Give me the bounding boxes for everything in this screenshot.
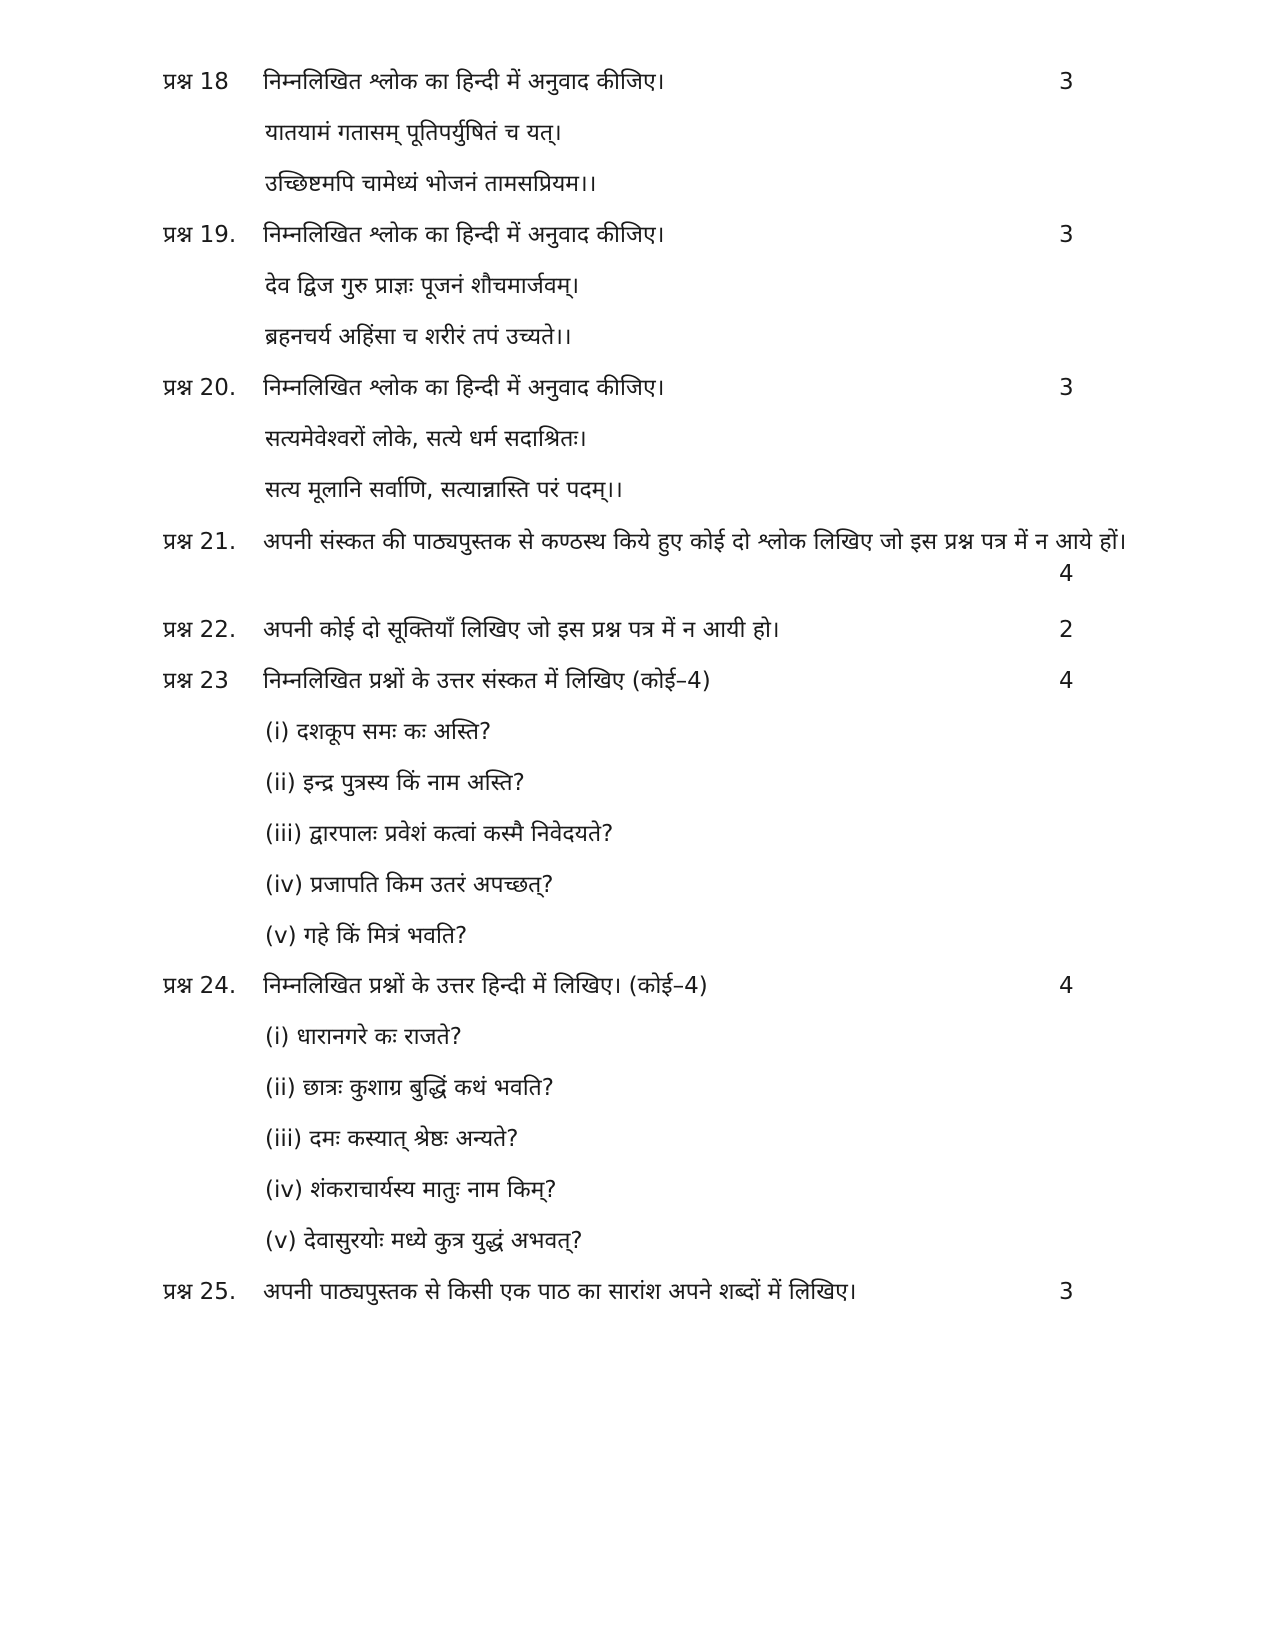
question-marks: 3 [1059, 69, 1074, 95]
sub-question: (v) गहे किं मित्रं भवति? [265, 923, 468, 949]
sub-question: (iii) दमः कस्यात् श्रेष्ठः अन्यते? [265, 1126, 519, 1152]
question-number: प्रश्न 24. [163, 973, 237, 999]
question-text: अपनी संस्कत की पाठ्यपुस्तक से कण्ठस्थ किये हुए कोई दो श्लोक लिखिए जो इस प्रश्न पत्र में न आये हों। [263, 529, 1127, 555]
question-marks: 2 [1059, 617, 1074, 643]
question-22 [163, 614, 1138, 646]
question-text: अपनी कोई दो सूक्तियाँ लिखिए जो इस प्रश्न पत्र में न आयी हो। [263, 617, 780, 643]
question-number: प्रश्न 21. [163, 529, 237, 555]
question-25 [163, 1276, 1138, 1308]
question-number: प्रश्न 22. [163, 617, 237, 643]
question-marks: 4 [1059, 973, 1074, 999]
question-23 [163, 665, 1138, 697]
question-number: प्रश्न 25. [163, 1279, 237, 1305]
question-marks: 3 [1059, 1279, 1074, 1305]
question-text: अपनी पाठ्यपुस्तक से किसी एक पाठ का सारांश अपने शब्दों में लिखिए। [263, 1279, 857, 1305]
question-text: निम्नलिखित श्लोक का हिन्दी में अनुवाद कीजिए। [263, 69, 665, 95]
shloka-line: उच्छिष्टमपि चामेध्यं भोजनं तामसप्रियम।। [265, 171, 597, 197]
question-20 [163, 372, 1138, 404]
sub-question: (v) देवासुरयोः मध्ये कुत्र युद्धं अभवत्? [265, 1228, 583, 1254]
shloka-line: सत्यमेवेश्वरों लोके, सत्ये धर्म सदाश्रितः। [265, 426, 587, 452]
sub-question: (i) धारानगरे कः राजते? [265, 1024, 462, 1050]
question-21 [163, 526, 1138, 587]
question-marks: 3 [1059, 375, 1074, 401]
shloka-line: ब्रहनचर्य अहिंसा च शरीरं तपं उच्यते।। [265, 324, 572, 350]
question-marks: 4 [1059, 561, 1074, 587]
question-24 [163, 970, 1138, 1002]
question-number: प्रश्न 18 [163, 69, 229, 95]
shloka-line: देव द्विज गुरु प्राज्ञः पूजनं शौचमार्जवम्। [265, 273, 580, 299]
sub-question: (iv) प्रजापति किम उतरं अपच्छत्? [265, 872, 554, 898]
shloka-line: सत्य मूलानि सर्वाणि, सत्यान्नास्ति परं पदम्।। [265, 477, 623, 503]
question-number: प्रश्न 20. [163, 375, 237, 401]
question-19 [163, 219, 1138, 251]
question-text: निम्नलिखित प्रश्नों के उत्तर संस्कत में लिखिए (कोई–4) [263, 668, 711, 694]
question-marks: 4 [1059, 668, 1074, 694]
question-number: प्रश्न 23 [163, 668, 229, 694]
question-text: निम्नलिखित प्रश्नों के उत्तर हिन्दी में लिखिए। (कोई–4) [263, 973, 708, 999]
question-marks: 3 [1059, 222, 1074, 248]
sub-question: (ii) छात्रः कुशाग्र बुद्धिं कथं भवति? [265, 1075, 554, 1101]
sub-question: (ii) इन्द्र पुत्रस्य किं नाम अस्ति? [265, 770, 525, 796]
shloka-line: यातयामं गतासम् पूतिपर्युषितं च यत्। [265, 120, 562, 146]
question-number: प्रश्न 19. [163, 222, 237, 248]
question-text: निम्नलिखित श्लोक का हिन्दी में अनुवाद कीजिए। [263, 375, 665, 401]
question-text: निम्नलिखित श्लोक का हिन्दी में अनुवाद कीजिए। [263, 222, 665, 248]
sub-question: (i) दशकूप समः कः अस्ति? [265, 719, 492, 745]
question-18 [163, 66, 1138, 98]
sub-question: (iii) द्वारपालः प्रवेशं कत्वां कस्मै निवेदयते? [265, 821, 614, 847]
sub-question: (iv) शंकराचार्यस्य मातुः नाम किम्? [265, 1177, 557, 1203]
